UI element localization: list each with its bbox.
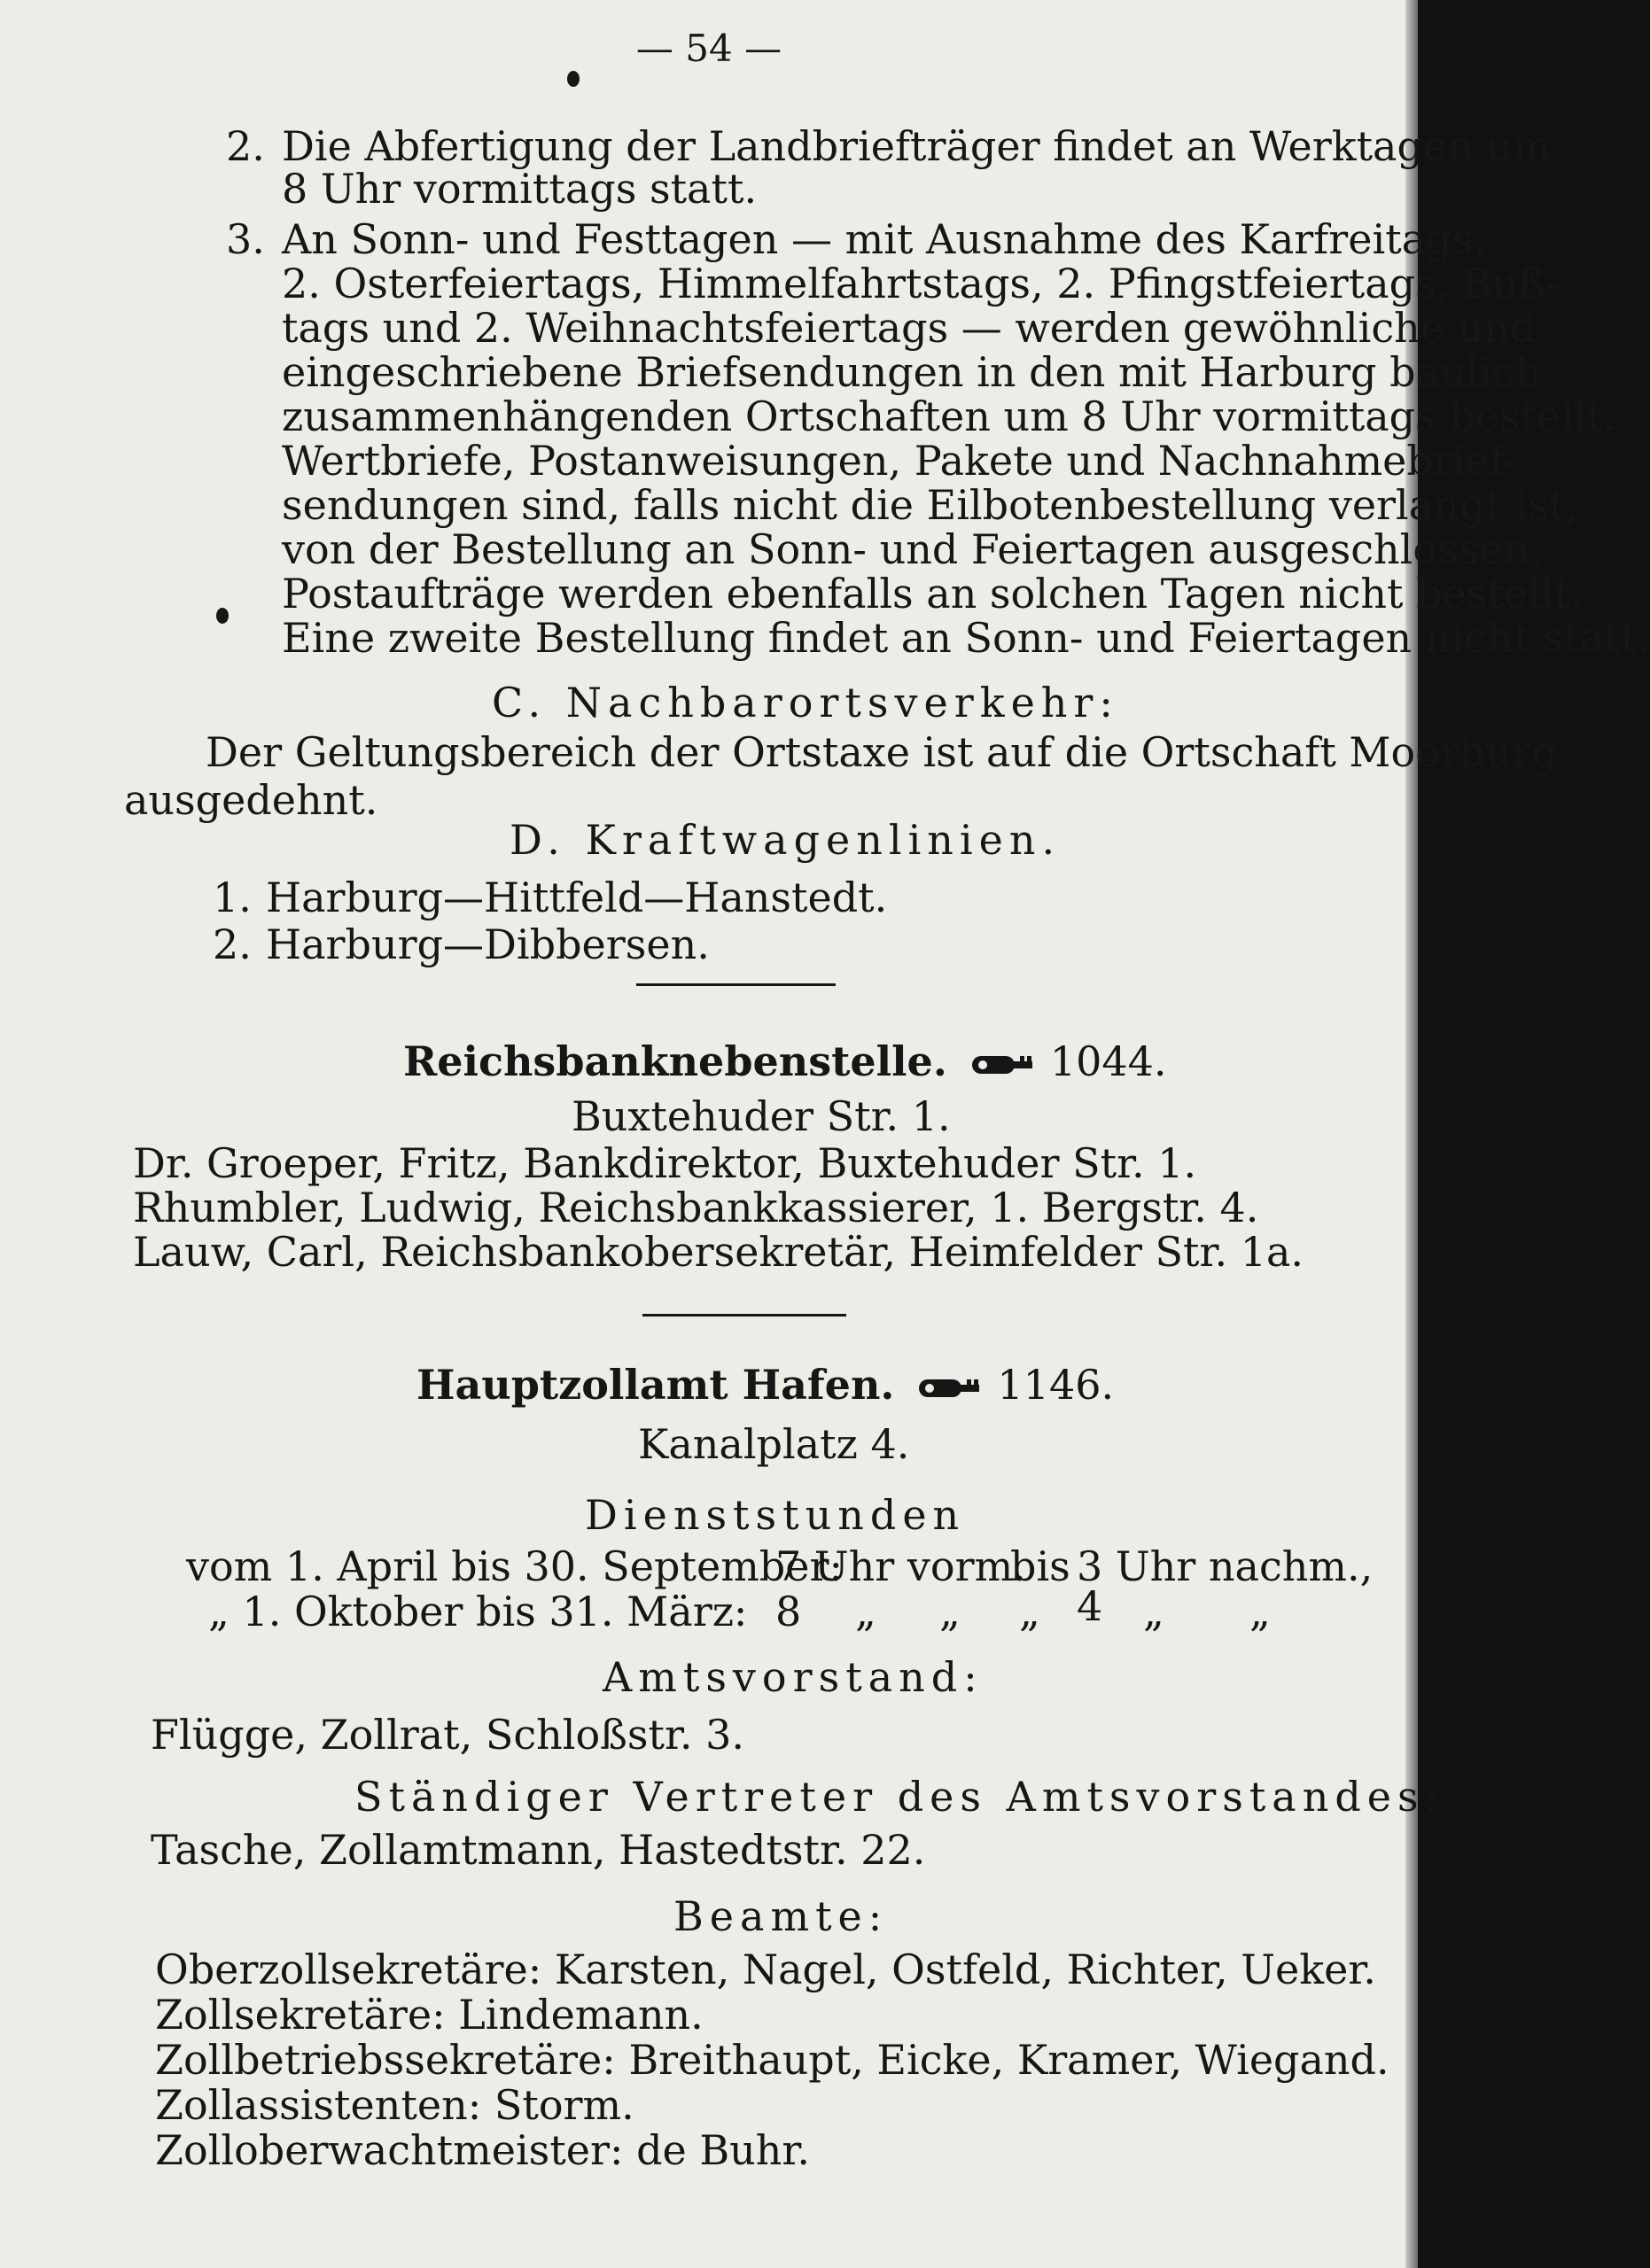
hours-row-1-period: vom 1. April bis 30. September:: [186, 1542, 843, 1590]
beamte-line-3: Zollbetriebssekretäre: Breithaupt, Eicke, Kramer, Wiegand.: [155, 2036, 1389, 2084]
ditto-mark: „: [1019, 1588, 1040, 1635]
item-3-line-7: sendungen sind, falls nicht die Eilbotenbestellung verlangt ist,: [282, 481, 1578, 529]
beamte-line-4: Zollassistenten: Storm.: [155, 2081, 634, 2129]
hours-row-2-period: „ 1. Oktober bis 31. März:: [208, 1588, 748, 1635]
reichsbank-staff-3: Lauw, Carl, Reichsbankobersekretär, Heimfelder Str. 1a.: [133, 1228, 1304, 1276]
divider: [636, 983, 836, 986]
item-2-number: 2.: [226, 122, 265, 170]
ditto-mark: „: [855, 1588, 876, 1635]
beamte-line-2: Zollsekretäre: Lindemann.: [155, 1991, 704, 2039]
section-c-line-1: Der Geltungsbereich der Ortstaxe ist auf die Ortschaft Moorburg: [206, 728, 1558, 776]
ditto-mark: „: [1249, 1588, 1271, 1635]
reichsbank-phone: 1044.: [1049, 1037, 1167, 1085]
ink-speck: [216, 608, 229, 624]
ink-speck: [567, 71, 580, 87]
item-3-line-9: Postaufträge werden ebenfalls an solchen Tagen nicht bestellt.: [282, 570, 1584, 617]
ditto-mark: „: [1143, 1588, 1164, 1635]
hauptzollamt-title: Hauptzollamt Hafen.: [416, 1361, 895, 1409]
hauptzollamt-heading: [416, 1361, 1115, 1409]
item-3-line-5: zusammenhängenden Ortschaften um 8 Uhr vormittags bestellt.: [282, 392, 1616, 440]
vorstand-heading: Amtsvorstand:: [603, 1653, 984, 1701]
hours-row-2-end: 4: [1077, 1582, 1103, 1630]
hours-row-1-bis: bis: [1010, 1542, 1070, 1590]
beamte-line-1: Oberzollsekretäre: Karsten, Nagel, Ostfeld, Richter, Ueker.: [155, 1946, 1376, 1993]
route-1: Harburg—Hittfeld—Hanstedt.: [266, 874, 888, 921]
hauptzollamt-address: Kanalplatz 4.: [638, 1420, 910, 1468]
reichsbank-address: Buxtehuder Str. 1.: [572, 1092, 951, 1140]
vertreter-heading: Ständiger Vertreter des Amtsvorstandes:: [354, 1773, 1445, 1821]
hours-row-2-start: 8: [775, 1588, 802, 1635]
beamte-heading: Beamte:: [673, 1892, 889, 1940]
beamte-line-5: Zolloberwachtmeister: de Buhr.: [155, 2126, 810, 2174]
item-3-line-6: Wertbriefe, Postanweisungen, Pakete und Nachnahmebrief-: [282, 437, 1517, 485]
item-3-number: 3.: [226, 215, 265, 263]
text: Die Abfertigung der Landbriefträger findet an Werktagen um: [282, 122, 1552, 170]
route-1-number: 1.: [213, 874, 252, 921]
hauptzollamt-phone: 1146.: [997, 1361, 1115, 1409]
ditto-mark: „: [939, 1588, 961, 1635]
reichsbank-staff-2: Rhumbler, Ludwig, Reichsbankkassierer, 1. Bergstr. 4.: [133, 1184, 1259, 1231]
section-d-heading: D. Kraftwagenlinien.: [510, 816, 1062, 864]
vertreter: Tasche, Zollamtmann, Hastedtstr. 22.: [151, 1826, 926, 1874]
reichsbank-heading: [403, 1037, 1167, 1085]
telephone-key-icon: [917, 1368, 981, 1409]
page-number: — 54 —: [635, 27, 782, 70]
telephone-key-icon: [970, 1045, 1034, 1085]
section-c-line-2: ausgedehnt.: [124, 776, 378, 824]
item-3-line-10: Eine zweite Bestellung findet an Sonn- und Feiertagen nicht statt.: [282, 614, 1650, 662]
item-3-line-4: eingeschriebene Briefsendungen in den mit Harburg baulich: [282, 348, 1542, 396]
reichsbank-title: Reichsbanknebenstelle.: [403, 1037, 947, 1085]
route-2-number: 2.: [213, 920, 252, 968]
route-2: Harburg—Dibbersen.: [266, 920, 710, 968]
hours-row-1-start: 7 Uhr vorm.: [775, 1542, 1026, 1590]
item-2-line-1: [282, 122, 1552, 170]
item-3-line-8: von der Bestellung an Sonn- und Feiertagen ausgeschlossen.: [282, 525, 1543, 573]
divider: [642, 1314, 846, 1317]
vorstand: Flügge, Zollrat, Schloßstr. 3.: [151, 1711, 745, 1759]
reichsbank-staff-1: Dr. Groeper, Fritz, Bankdirektor, Buxtehuder Str. 1.: [133, 1139, 1197, 1187]
item-3-line-3: tags und 2. Weihnachtsfeiertags — werden gewöhnliche und: [282, 304, 1537, 352]
item-3-line-2: 2. Osterfeiertags, Himmelfahrtstags, 2. Pfingstfeiertags, Buß-: [282, 260, 1560, 307]
item-3-line-1: An Sonn- und Festtagen — mit Ausnahme des Karfreitags,: [282, 215, 1486, 263]
hours-heading: Dienststunden: [585, 1491, 966, 1539]
item-2-line-2: 8 Uhr vormittags statt.: [282, 165, 758, 213]
section-c-heading: C. Nachbarortsverkehr:: [492, 679, 1119, 726]
hours-row-1-end: 3 Uhr nachm.,: [1077, 1542, 1374, 1590]
